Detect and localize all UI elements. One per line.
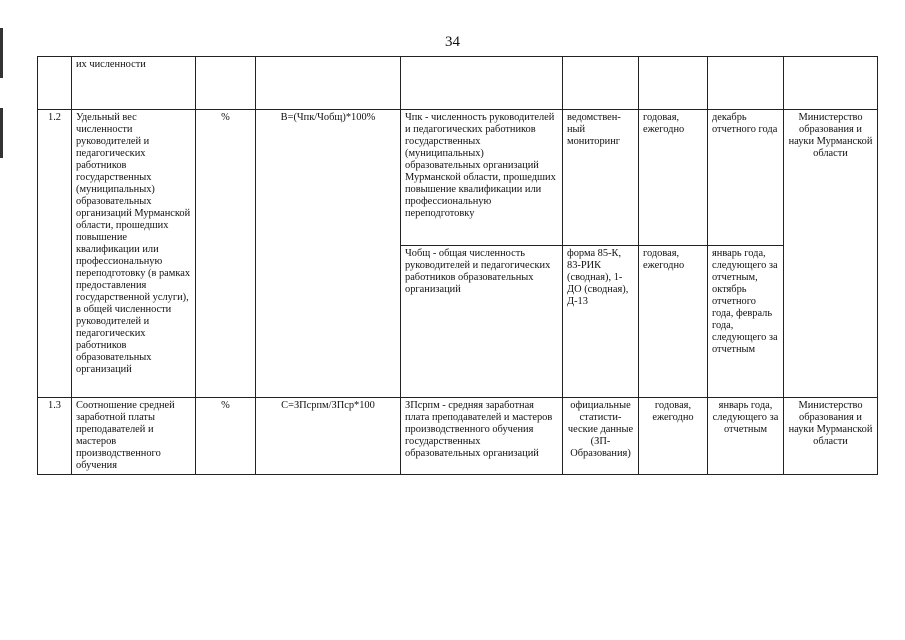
cell-formula: В=(Чпк/Чобщ)*100%	[256, 110, 401, 398]
cell-source: форма 85-К, 83-РИК (сводная), 1-ДО (сводная), Д-13	[563, 246, 639, 398]
cell-deadline: декабрь отчетного года	[708, 110, 784, 246]
cell-num	[38, 57, 72, 110]
cell-name: Удельный вес численности руководителей и педагогических работников государственных (муниципальных) образовательных организаций Мурманской области, прошедших повышение квалификации или профессиональную переподготовку (в рамках предоставления государственной услуги), в общей численности руководителей и педагогических работников образовательных организаций	[72, 110, 196, 398]
cell-desc: Чобщ - общая численность руководителей и педагогических работников образовательных организаций	[401, 246, 563, 398]
cell-unit	[196, 57, 256, 110]
cell-desc: Чпк - численность руководителей и педагогических работников государственных (муниципальных) образовательных организаций Мурманской области, прошедших повышение квалификации или профессиональную переподготовку	[401, 110, 563, 246]
cell-name: Соотношение средней заработной платы преподавателей и мастеров производственного обучения	[72, 398, 196, 475]
table-row	[38, 398, 878, 475]
cell-periodicity: годовая, ежегодно	[639, 398, 708, 475]
cell-source: официальные статисти-ческие данные (ЗП-Образования)	[563, 398, 639, 475]
cell-desc: ЗПсрпм - средняя заработная плата преподавателей и мастеров производственного обучения государственных образовательных организаций	[401, 398, 563, 475]
cell-responsible: Министерство образования и науки Мурманской области	[784, 398, 878, 475]
cell-periodicity	[639, 57, 708, 110]
cell-name: их численности	[72, 57, 196, 110]
cell-unit: %	[196, 398, 256, 475]
cell-deadline	[708, 57, 784, 110]
cell-source	[563, 57, 639, 110]
cell-num: 1.3	[38, 398, 72, 475]
cell-deadline: январь года, следующего за отчетным, октябрь отчетного года, февраль года, следующего за отчетным	[708, 246, 784, 398]
cell-source: ведомствен-ный мониторинг	[563, 110, 639, 246]
indicator-table	[37, 56, 878, 475]
page-edge-mark	[0, 108, 3, 158]
cell-periodicity: годовая, ежегодно	[639, 246, 708, 398]
cell-responsible	[784, 57, 878, 110]
table-row	[38, 110, 878, 246]
cell-responsible: Министерство образования и науки Мурманской области	[784, 110, 878, 398]
page-number: 34	[445, 34, 460, 50]
table-row-continuation	[38, 57, 878, 110]
cell-desc	[401, 57, 563, 110]
cell-deadline: январь года, следующего за отчетным	[708, 398, 784, 475]
cell-num: 1.2	[38, 110, 72, 398]
cell-formula	[256, 57, 401, 110]
cell-periodicity: годовая, ежегодно	[639, 110, 708, 246]
cell-formula: С=ЗПсрпм/ЗПср*100	[256, 398, 401, 475]
cell-unit: %	[196, 110, 256, 398]
